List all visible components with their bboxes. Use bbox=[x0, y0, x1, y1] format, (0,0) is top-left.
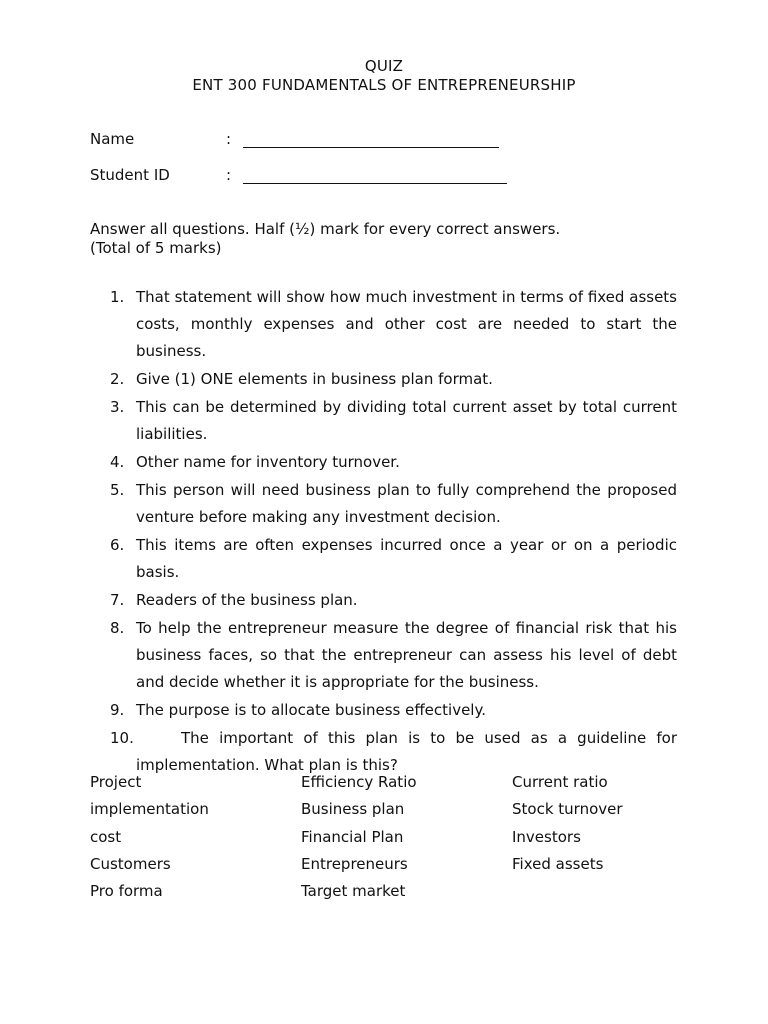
answer-option: Current ratio bbox=[512, 773, 608, 791]
answer-bank bbox=[90, 771, 710, 911]
question-item bbox=[102, 697, 677, 724]
question-item bbox=[102, 532, 677, 586]
student-id-label: Student ID bbox=[90, 166, 170, 184]
quiz-title: QUIZ bbox=[364, 57, 404, 75]
question-text: This items are often expenses incurred once a year or on a periodic basis. bbox=[136, 536, 677, 581]
question-item bbox=[102, 366, 677, 393]
answer-option: Project bbox=[90, 773, 142, 791]
question-number: 7. bbox=[110, 591, 125, 609]
question-number: 5. bbox=[110, 481, 125, 499]
question-text: Readers of the business plan. bbox=[136, 591, 358, 609]
question-text: That statement will show how much investment in terms of fixed assets costs, monthly expenses and other cost are needed to start the business. bbox=[136, 288, 677, 360]
answer-column-2 bbox=[301, 771, 501, 907]
answer-option: Target market bbox=[301, 882, 406, 901]
question-text: The important of this plan is to be used as a guideline for implementation. What plan is this? bbox=[136, 729, 677, 774]
instructions-line-2: (Total of 5 marks) bbox=[90, 239, 222, 257]
name-label: Name bbox=[90, 130, 135, 148]
answer-option: Business plan bbox=[301, 800, 405, 819]
question-number: 1. bbox=[110, 288, 125, 306]
question-text: This person will need business plan to fully comprehend the proposed venture before making any investment decision. bbox=[136, 481, 677, 526]
question-item bbox=[102, 449, 677, 476]
answer-option: Fixed assets bbox=[512, 854, 604, 873]
answer-column-1 bbox=[90, 771, 290, 907]
question-number: 8. bbox=[110, 619, 125, 637]
student-id-blank-line[interactable] bbox=[243, 183, 507, 184]
question-number: 6. bbox=[110, 536, 125, 554]
question-text: To help the entrepreneur measure the degree of financial risk that his business faces, so that the entrepreneur can assess his level of debt and decide whether it is appropriate for the business. bbox=[136, 619, 677, 691]
answer-option: Entrepreneurs bbox=[301, 854, 408, 873]
question-item bbox=[102, 477, 677, 531]
question-text: This can be determined by dividing total current asset by total current liabilities. bbox=[136, 398, 677, 443]
question-item bbox=[102, 615, 677, 696]
instructions-line-1: Answer all questions. Half (½) mark for every correct answers. bbox=[90, 220, 561, 238]
name-colon: : bbox=[226, 130, 232, 148]
question-text: The purpose is to allocate business effectively. bbox=[136, 701, 486, 719]
student-id-colon: : bbox=[226, 166, 232, 184]
answer-option: Pro forma bbox=[90, 882, 163, 901]
name-blank-line[interactable] bbox=[243, 147, 499, 148]
question-number: 10. bbox=[110, 729, 134, 747]
question-number: 3. bbox=[110, 398, 125, 416]
question-number: 4. bbox=[110, 453, 125, 471]
instructions bbox=[90, 220, 690, 258]
answer-option: Investors bbox=[512, 827, 581, 846]
answer-option: implementation bbox=[90, 800, 209, 819]
answer-column-3 bbox=[512, 771, 712, 880]
answer-option: Customers bbox=[90, 854, 171, 873]
question-item bbox=[102, 394, 677, 448]
answer-option: Stock turnover bbox=[512, 800, 623, 819]
question-text: Give (1) ONE elements in business plan format. bbox=[136, 370, 493, 388]
question-number: 9. bbox=[110, 701, 125, 719]
question-list bbox=[102, 284, 677, 780]
question-number: 2. bbox=[110, 370, 125, 388]
answer-option: Financial Plan bbox=[301, 827, 404, 846]
answer-option: Efficiency Ratio bbox=[301, 773, 417, 791]
answer-option: cost bbox=[90, 827, 122, 846]
course-title: ENT 300 FUNDAMENTALS OF ENTREPRENEURSHIP bbox=[192, 76, 576, 94]
question-item bbox=[102, 587, 677, 614]
question-item bbox=[102, 284, 677, 365]
question-text: Other name for inventory turnover. bbox=[136, 453, 400, 471]
